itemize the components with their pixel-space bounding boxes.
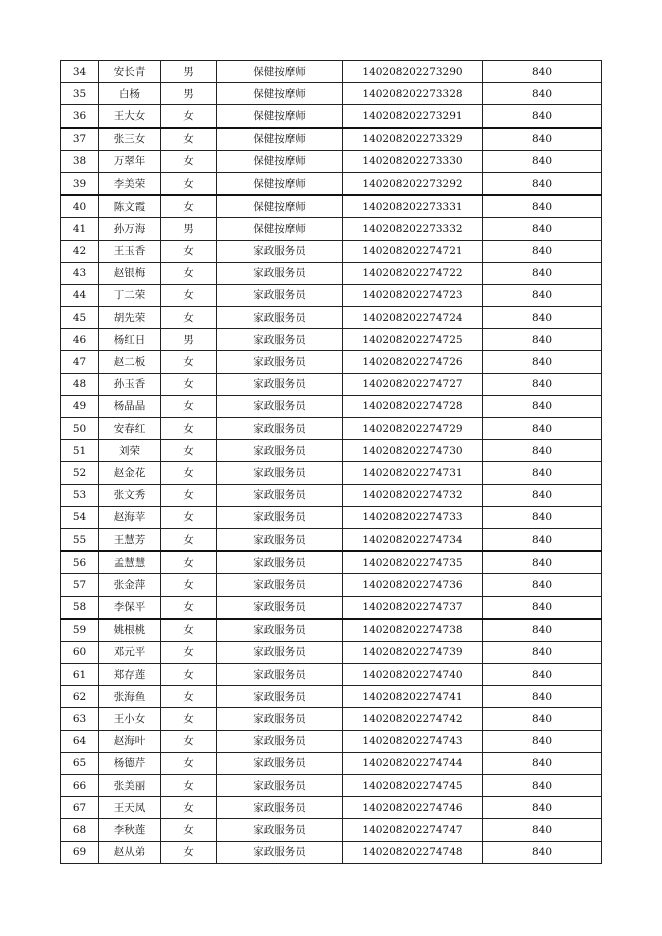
occupation-cell: 家政服务员 xyxy=(217,240,343,262)
name-cell: 张海鱼 xyxy=(99,686,161,708)
amount-cell: 840 xyxy=(483,128,602,151)
name-cell: 张文秀 xyxy=(99,484,161,506)
gender-cell: 男 xyxy=(161,83,217,105)
gender-cell: 女 xyxy=(161,775,217,797)
table-row xyxy=(61,708,602,730)
table-row xyxy=(61,528,602,551)
certificate-number-cell: 140208202274745 xyxy=(343,775,483,797)
row-number-cell: 67 xyxy=(61,797,99,819)
name-cell: 王慧芳 xyxy=(99,528,161,551)
gender-cell: 男 xyxy=(161,61,217,83)
certificate-number-cell: 140208202273290 xyxy=(343,61,483,83)
occupation-cell: 家政服务员 xyxy=(217,484,343,506)
occupation-cell: 家政服务员 xyxy=(217,596,343,619)
row-number-cell: 47 xyxy=(61,351,99,373)
occupation-cell: 保健按摩师 xyxy=(217,61,343,83)
table-row xyxy=(61,284,602,306)
name-cell: 赵海苹 xyxy=(99,506,161,528)
table-row xyxy=(61,262,602,284)
gender-cell: 女 xyxy=(161,262,217,284)
certificate-number-cell: 140208202274748 xyxy=(343,841,483,863)
occupation-cell: 保健按摩师 xyxy=(217,128,343,151)
table-row xyxy=(61,506,602,528)
amount-cell: 840 xyxy=(483,708,602,730)
row-number-cell: 53 xyxy=(61,484,99,506)
occupation-cell: 保健按摩师 xyxy=(217,83,343,105)
occupation-cell: 家政服务员 xyxy=(217,752,343,774)
amount-cell: 840 xyxy=(483,418,602,440)
certificate-number-cell: 140208202274732 xyxy=(343,484,483,506)
amount-cell: 840 xyxy=(483,373,602,395)
name-cell: 张三女 xyxy=(99,128,161,151)
amount-cell: 840 xyxy=(483,841,602,863)
row-number-cell: 62 xyxy=(61,686,99,708)
row-number-cell: 41 xyxy=(61,218,99,240)
row-number-cell: 34 xyxy=(61,61,99,83)
certificate-number-cell: 140208202274737 xyxy=(343,596,483,619)
gender-cell: 女 xyxy=(161,373,217,395)
name-cell: 姚根桃 xyxy=(99,619,161,642)
table-row xyxy=(61,551,602,574)
gender-cell: 女 xyxy=(161,484,217,506)
table-row xyxy=(61,150,602,172)
occupation-cell: 家政服务员 xyxy=(217,819,343,841)
amount-cell: 840 xyxy=(483,105,602,128)
occupation-cell: 保健按摩师 xyxy=(217,150,343,172)
amount-cell: 840 xyxy=(483,262,602,284)
occupation-cell: 家政服务员 xyxy=(217,418,343,440)
table-row xyxy=(61,664,602,686)
gender-cell: 女 xyxy=(161,172,217,195)
table-row xyxy=(61,351,602,373)
occupation-cell: 家政服务员 xyxy=(217,506,343,528)
amount-cell: 840 xyxy=(483,329,602,351)
certificate-number-cell: 140208202274733 xyxy=(343,506,483,528)
row-number-cell: 40 xyxy=(61,195,99,218)
row-number-cell: 59 xyxy=(61,619,99,642)
amount-cell: 840 xyxy=(483,664,602,686)
certificate-number-cell: 140208202274730 xyxy=(343,440,483,462)
certificate-number-cell: 140208202273331 xyxy=(343,195,483,218)
table-row xyxy=(61,484,602,506)
name-cell: 赵金花 xyxy=(99,462,161,484)
gender-cell: 女 xyxy=(161,797,217,819)
occupation-cell: 家政服务员 xyxy=(217,395,343,417)
occupation-cell: 家政服务员 xyxy=(217,574,343,596)
row-number-cell: 63 xyxy=(61,708,99,730)
gender-cell: 女 xyxy=(161,596,217,619)
row-number-cell: 37 xyxy=(61,128,99,151)
occupation-cell: 家政服务员 xyxy=(217,641,343,663)
gender-cell: 女 xyxy=(161,307,217,329)
table-row xyxy=(61,686,602,708)
gender-cell: 女 xyxy=(161,819,217,841)
table-row xyxy=(61,105,602,128)
amount-cell: 840 xyxy=(483,506,602,528)
row-number-cell: 44 xyxy=(61,284,99,306)
gender-cell: 女 xyxy=(161,708,217,730)
table-row xyxy=(61,218,602,240)
certificate-number-cell: 140208202273332 xyxy=(343,218,483,240)
amount-cell: 840 xyxy=(483,596,602,619)
gender-cell: 男 xyxy=(161,329,217,351)
table-row xyxy=(61,373,602,395)
row-number-cell: 56 xyxy=(61,551,99,574)
amount-cell: 840 xyxy=(483,351,602,373)
gender-cell: 女 xyxy=(161,284,217,306)
amount-cell: 840 xyxy=(483,752,602,774)
gender-cell: 女 xyxy=(161,664,217,686)
name-cell: 杨晶晶 xyxy=(99,395,161,417)
amount-cell: 840 xyxy=(483,462,602,484)
table-row xyxy=(61,329,602,351)
certificate-number-cell: 140208202274723 xyxy=(343,284,483,306)
name-cell: 李美荣 xyxy=(99,172,161,195)
gender-cell: 女 xyxy=(161,641,217,663)
certificate-number-cell: 140208202273330 xyxy=(343,150,483,172)
certificate-number-cell: 140208202273292 xyxy=(343,172,483,195)
occupation-cell: 家政服务员 xyxy=(217,708,343,730)
amount-cell: 840 xyxy=(483,218,602,240)
certificate-number-cell: 140208202273328 xyxy=(343,83,483,105)
table-row xyxy=(61,752,602,774)
table-row xyxy=(61,819,602,841)
amount-cell: 840 xyxy=(483,551,602,574)
table-row xyxy=(61,83,602,105)
amount-cell: 840 xyxy=(483,440,602,462)
occupation-cell: 家政服务员 xyxy=(217,775,343,797)
amount-cell: 840 xyxy=(483,730,602,752)
certificate-number-cell: 140208202274738 xyxy=(343,619,483,642)
row-number-cell: 43 xyxy=(61,262,99,284)
certificate-number-cell: 140208202274731 xyxy=(343,462,483,484)
gender-cell: 女 xyxy=(161,841,217,863)
occupation-cell: 家政服务员 xyxy=(217,619,343,642)
table-row xyxy=(61,61,602,83)
occupation-cell: 家政服务员 xyxy=(217,841,343,863)
name-cell: 杨德芹 xyxy=(99,752,161,774)
row-number-cell: 49 xyxy=(61,395,99,417)
gender-cell: 女 xyxy=(161,440,217,462)
name-cell: 胡先荣 xyxy=(99,307,161,329)
certificate-number-cell: 140208202273329 xyxy=(343,128,483,151)
certificate-number-cell: 140208202274736 xyxy=(343,574,483,596)
table-row xyxy=(61,574,602,596)
certificate-number-cell: 140208202274746 xyxy=(343,797,483,819)
row-number-cell: 51 xyxy=(61,440,99,462)
gender-cell: 女 xyxy=(161,619,217,642)
occupation-cell: 家政服务员 xyxy=(217,351,343,373)
amount-cell: 840 xyxy=(483,574,602,596)
table-row xyxy=(61,418,602,440)
name-cell: 安长青 xyxy=(99,61,161,83)
row-number-cell: 58 xyxy=(61,596,99,619)
name-cell: 安春红 xyxy=(99,418,161,440)
gender-cell: 女 xyxy=(161,752,217,774)
name-cell: 陈文霞 xyxy=(99,195,161,218)
amount-cell: 840 xyxy=(483,83,602,105)
name-cell: 王玉香 xyxy=(99,240,161,262)
certificate-number-cell: 140208202274739 xyxy=(343,641,483,663)
occupation-cell: 家政服务员 xyxy=(217,373,343,395)
row-number-cell: 42 xyxy=(61,240,99,262)
row-number-cell: 68 xyxy=(61,819,99,841)
row-number-cell: 54 xyxy=(61,506,99,528)
name-cell: 赵从弟 xyxy=(99,841,161,863)
certificate-number-cell: 140208202274743 xyxy=(343,730,483,752)
name-cell: 赵海叶 xyxy=(99,730,161,752)
occupation-cell: 家政服务员 xyxy=(217,797,343,819)
name-cell: 王小女 xyxy=(99,708,161,730)
table-row xyxy=(61,172,602,195)
row-number-cell: 57 xyxy=(61,574,99,596)
row-number-cell: 64 xyxy=(61,730,99,752)
amount-cell: 840 xyxy=(483,775,602,797)
occupation-cell: 保健按摩师 xyxy=(217,105,343,128)
certificate-number-cell: 140208202274724 xyxy=(343,307,483,329)
row-number-cell: 45 xyxy=(61,307,99,329)
amount-cell: 840 xyxy=(483,528,602,551)
amount-cell: 840 xyxy=(483,797,602,819)
occupation-cell: 家政服务员 xyxy=(217,284,343,306)
amount-cell: 840 xyxy=(483,150,602,172)
gender-cell: 女 xyxy=(161,551,217,574)
table-row xyxy=(61,195,602,218)
occupation-cell: 家政服务员 xyxy=(217,551,343,574)
occupation-cell: 家政服务员 xyxy=(217,462,343,484)
table-row xyxy=(61,619,602,642)
name-cell: 张金萍 xyxy=(99,574,161,596)
name-cell: 赵银梅 xyxy=(99,262,161,284)
amount-cell: 840 xyxy=(483,641,602,663)
name-cell: 孙玉香 xyxy=(99,373,161,395)
row-number-cell: 69 xyxy=(61,841,99,863)
table-row xyxy=(61,797,602,819)
occupation-cell: 家政服务员 xyxy=(217,262,343,284)
amount-cell: 840 xyxy=(483,61,602,83)
certificate-number-cell: 140208202274729 xyxy=(343,418,483,440)
row-number-cell: 52 xyxy=(61,462,99,484)
row-number-cell: 61 xyxy=(61,664,99,686)
gender-cell: 男 xyxy=(161,218,217,240)
table-row xyxy=(61,395,602,417)
subsidy-table xyxy=(60,60,602,864)
name-cell: 刘荣 xyxy=(99,440,161,462)
name-cell: 孙万海 xyxy=(99,218,161,240)
certificate-number-cell: 140208202274741 xyxy=(343,686,483,708)
occupation-cell: 家政服务员 xyxy=(217,307,343,329)
gender-cell: 女 xyxy=(161,528,217,551)
table-row xyxy=(61,307,602,329)
amount-cell: 840 xyxy=(483,195,602,218)
gender-cell: 女 xyxy=(161,105,217,128)
occupation-cell: 家政服务员 xyxy=(217,730,343,752)
gender-cell: 女 xyxy=(161,730,217,752)
row-number-cell: 36 xyxy=(61,105,99,128)
name-cell: 万翠年 xyxy=(99,150,161,172)
gender-cell: 女 xyxy=(161,395,217,417)
amount-cell: 840 xyxy=(483,307,602,329)
occupation-cell: 保健按摩师 xyxy=(217,218,343,240)
table-row xyxy=(61,128,602,151)
amount-cell: 840 xyxy=(483,172,602,195)
amount-cell: 840 xyxy=(483,619,602,642)
certificate-number-cell: 140208202274742 xyxy=(343,708,483,730)
name-cell: 丁二荣 xyxy=(99,284,161,306)
gender-cell: 女 xyxy=(161,240,217,262)
amount-cell: 840 xyxy=(483,819,602,841)
name-cell: 王大女 xyxy=(99,105,161,128)
certificate-number-cell: 140208202274728 xyxy=(343,395,483,417)
row-number-cell: 35 xyxy=(61,83,99,105)
amount-cell: 840 xyxy=(483,240,602,262)
name-cell: 张美丽 xyxy=(99,775,161,797)
occupation-cell: 家政服务员 xyxy=(217,528,343,551)
row-number-cell: 55 xyxy=(61,528,99,551)
certificate-number-cell: 140208202274744 xyxy=(343,752,483,774)
amount-cell: 840 xyxy=(483,284,602,306)
gender-cell: 女 xyxy=(161,506,217,528)
row-number-cell: 48 xyxy=(61,373,99,395)
amount-cell: 840 xyxy=(483,686,602,708)
name-cell: 李保平 xyxy=(99,596,161,619)
certificate-number-cell: 140208202274747 xyxy=(343,819,483,841)
gender-cell: 女 xyxy=(161,150,217,172)
gender-cell: 女 xyxy=(161,574,217,596)
gender-cell: 女 xyxy=(161,195,217,218)
certificate-number-cell: 140208202274725 xyxy=(343,329,483,351)
occupation-cell: 保健按摩师 xyxy=(217,195,343,218)
row-number-cell: 66 xyxy=(61,775,99,797)
row-number-cell: 65 xyxy=(61,752,99,774)
gender-cell: 女 xyxy=(161,686,217,708)
gender-cell: 女 xyxy=(161,462,217,484)
name-cell: 郑存莲 xyxy=(99,664,161,686)
table-row xyxy=(61,596,602,619)
name-cell: 邓元平 xyxy=(99,641,161,663)
table-row xyxy=(61,440,602,462)
certificate-number-cell: 140208202274721 xyxy=(343,240,483,262)
occupation-cell: 家政服务员 xyxy=(217,329,343,351)
certificate-number-cell: 140208202274722 xyxy=(343,262,483,284)
row-number-cell: 46 xyxy=(61,329,99,351)
certificate-number-cell: 140208202274727 xyxy=(343,373,483,395)
row-number-cell: 60 xyxy=(61,641,99,663)
table-row xyxy=(61,841,602,863)
name-cell: 白杨 xyxy=(99,83,161,105)
occupation-cell: 家政服务员 xyxy=(217,440,343,462)
table-row xyxy=(61,462,602,484)
table-row xyxy=(61,240,602,262)
name-cell: 杨红日 xyxy=(99,329,161,351)
row-number-cell: 38 xyxy=(61,150,99,172)
table-row xyxy=(61,641,602,663)
name-cell: 李秋莲 xyxy=(99,819,161,841)
name-cell: 王天凤 xyxy=(99,797,161,819)
certificate-number-cell: 140208202274735 xyxy=(343,551,483,574)
gender-cell: 女 xyxy=(161,418,217,440)
occupation-cell: 保健按摩师 xyxy=(217,172,343,195)
certificate-number-cell: 140208202273291 xyxy=(343,105,483,128)
amount-cell: 840 xyxy=(483,484,602,506)
certificate-number-cell: 140208202274734 xyxy=(343,528,483,551)
occupation-cell: 家政服务员 xyxy=(217,686,343,708)
gender-cell: 女 xyxy=(161,351,217,373)
name-cell: 赵二板 xyxy=(99,351,161,373)
amount-cell: 840 xyxy=(483,395,602,417)
certificate-number-cell: 140208202274740 xyxy=(343,664,483,686)
name-cell: 孟慧慧 xyxy=(99,551,161,574)
table-row xyxy=(61,775,602,797)
certificate-number-cell: 140208202274726 xyxy=(343,351,483,373)
row-number-cell: 39 xyxy=(61,172,99,195)
table-body xyxy=(61,61,602,864)
occupation-cell: 家政服务员 xyxy=(217,664,343,686)
table-row xyxy=(61,730,602,752)
row-number-cell: 50 xyxy=(61,418,99,440)
gender-cell: 女 xyxy=(161,128,217,151)
